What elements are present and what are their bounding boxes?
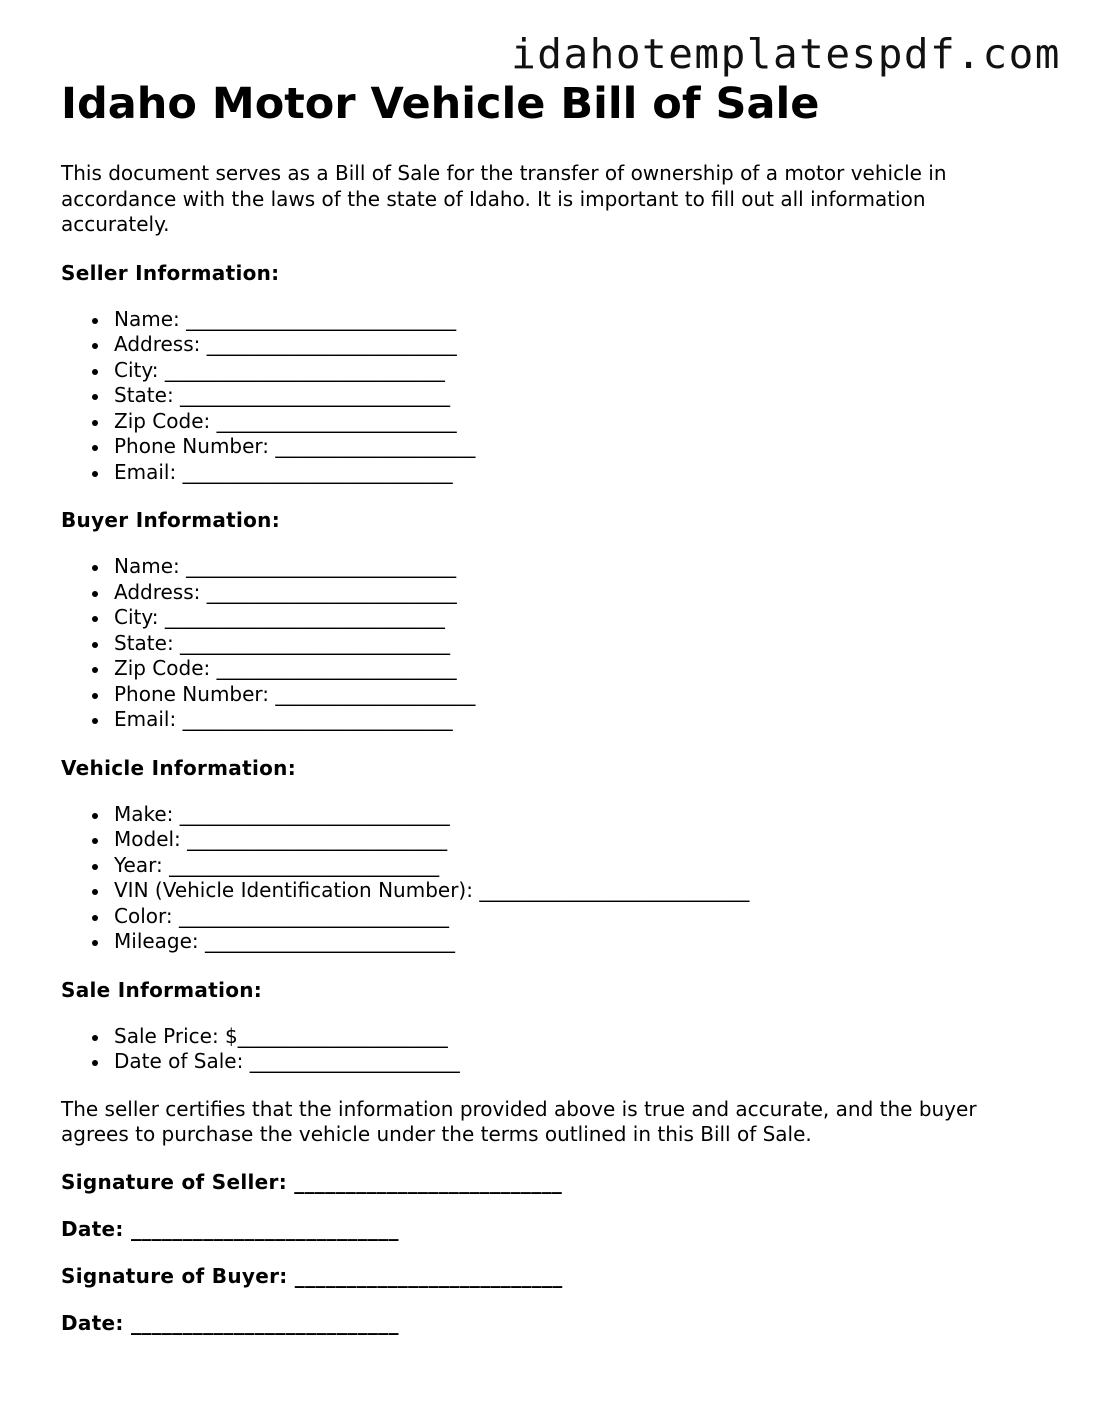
sale-date-field[interactable]: Date of Sale: _____________________ xyxy=(114,1049,1041,1075)
seller-phone-field[interactable]: Phone Number: ____________________ xyxy=(114,434,1041,460)
document-title: Idaho Motor Vehicle Bill of Sale xyxy=(61,79,820,129)
sale-section-heading: Sale Information: xyxy=(61,977,263,1002)
buyer-signature-line[interactable]: Signature of Buyer: __________________________ xyxy=(61,1263,563,1288)
buyer-phone-field[interactable]: Phone Number: ____________________ xyxy=(114,682,1041,708)
vehicle-mileage-field[interactable]: Mileage: _________________________ xyxy=(114,929,1041,955)
seller-email-field[interactable]: Email: ___________________________ xyxy=(114,460,1041,486)
buyer-city-field[interactable]: City: ____________________________ xyxy=(114,605,1041,631)
buyer-state-field[interactable]: State: ___________________________ xyxy=(114,631,1041,657)
vehicle-make-field[interactable]: Make: ___________________________ xyxy=(114,802,1041,828)
buyer-name-field[interactable]: Name: ___________________________ xyxy=(114,554,1041,580)
sale-price-field[interactable]: Sale Price: $_____________________ xyxy=(114,1024,1041,1050)
seller-section-heading: Seller Information: xyxy=(61,260,280,285)
vehicle-vin-field[interactable]: VIN (Vehicle Identification Number): ___________________________ xyxy=(114,878,1041,904)
buyer-zip-field[interactable]: Zip Code: ________________________ xyxy=(114,656,1041,682)
vehicle-year-field[interactable]: Year: ___________________________ xyxy=(114,853,1041,879)
document-page xyxy=(61,78,1041,1336)
seller-city-field[interactable]: City: ____________________________ xyxy=(114,358,1041,384)
seller-state-field[interactable]: State: ___________________________ xyxy=(114,383,1041,409)
seller-date-line[interactable]: Date: __________________________ xyxy=(61,1216,399,1241)
intro-paragraph: This document serves as a Bill of Sale for the transfer of ownership of a motor vehicle in accordance with the laws of the state of Idaho. It is important to fill out all information accurately. xyxy=(61,161,947,236)
seller-field-list xyxy=(61,307,1041,486)
buyer-address-field[interactable]: Address: _________________________ xyxy=(114,580,1041,606)
buyer-date-line[interactable]: Date: __________________________ xyxy=(61,1310,399,1335)
site-watermark: idahotemplatespdf.com xyxy=(511,30,1061,78)
seller-signature-line[interactable]: Signature of Seller: __________________________ xyxy=(61,1169,563,1194)
vehicle-section-heading: Vehicle Information: xyxy=(61,755,296,780)
seller-zip-field[interactable]: Zip Code: ________________________ xyxy=(114,409,1041,435)
buyer-section-heading: Buyer Information: xyxy=(61,508,281,532)
seller-name-field[interactable]: Name: ___________________________ xyxy=(114,307,1041,333)
buyer-field-list xyxy=(61,554,1041,733)
vehicle-color-field[interactable]: Color: ___________________________ xyxy=(114,904,1041,930)
buyer-email-field[interactable]: Email: ___________________________ xyxy=(114,707,1041,733)
seller-address-field[interactable]: Address: _________________________ xyxy=(114,332,1041,358)
vehicle-field-list xyxy=(61,802,1041,955)
sale-field-list xyxy=(61,1024,1041,1075)
vehicle-model-field[interactable]: Model: __________________________ xyxy=(114,827,1041,853)
certification-paragraph: The seller certifies that the information provided above is true and accurate, and the buyer agrees to purchase the vehicle under the terms outlined in this Bill of Sale. xyxy=(61,1096,977,1146)
